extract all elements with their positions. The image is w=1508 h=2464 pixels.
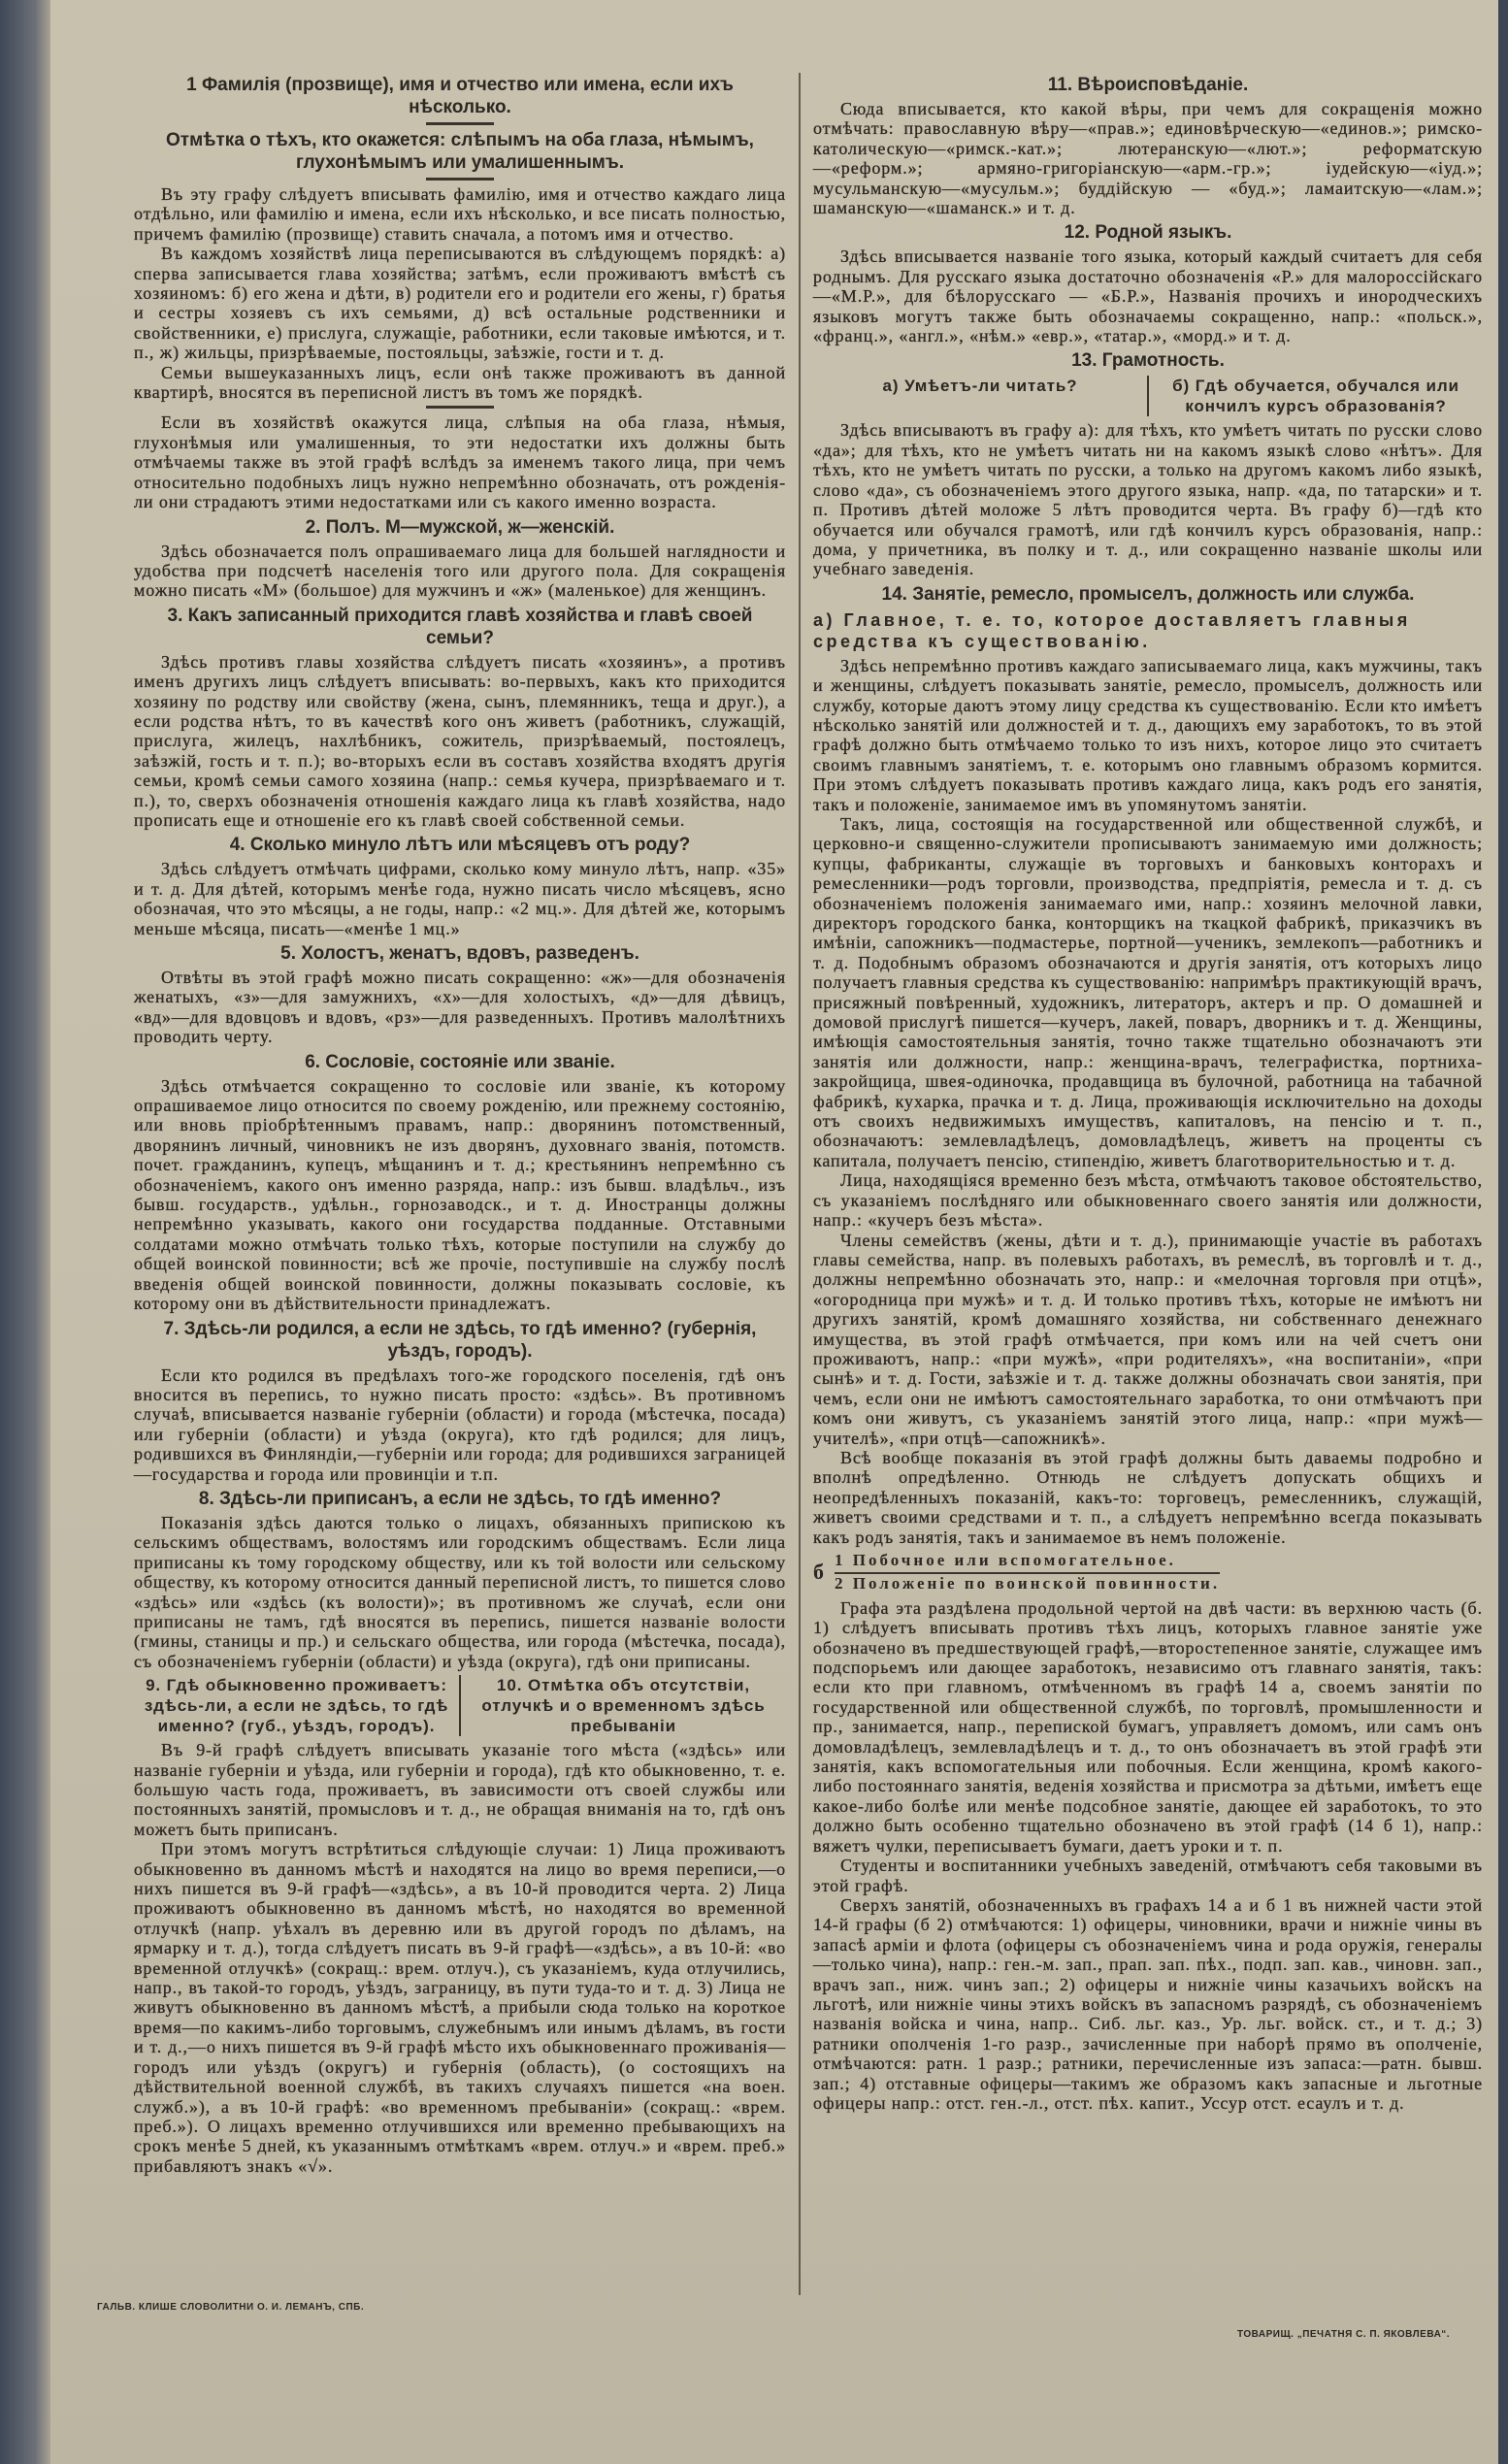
paragraph: Здѣсь обозначается полъ опрашиваемаго лица для большей наглядности и удобства при подсчетѣ населенія того или другого пола. Для сокращенія можно писать «М» (большое) для мужчинъ и «ж» (маленькое) для женщинъ. (134, 541, 786, 601)
paragraph: Въ эту графу слѣдуетъ вписывать фамилію, имя и отчество каждаго лица отдѣльно, или фамилію и имена, если ихъ нѣсколько, и все писать полностью, причемъ фамилію (прозвище) ставить сначала, а потомъ имя и отчество. (134, 184, 786, 244)
scan-left-edge (0, 0, 50, 2464)
section-heading: 11. Вѣроисповѣданіе. (1047, 75, 1249, 95)
paragraph: Здѣсь слѣдуетъ отмѣчать цифрами, сколько кому минуло лѣтъ, напр. «35» и т. д. Для дѣтей, которымъ менѣе года, нужно писать число мѣсяцевъ, ясно обозначая, что это мѣсяцы, а не годы, напр.: «2 мц.». Для дѣтей же, которымъ меньше мѣсяца, писать—«менѣе 1 мц.» (134, 859, 786, 938)
divider (426, 406, 494, 409)
section-heading: 13. Грамотность. (1071, 350, 1225, 372)
paragraph: Графа эта раздѣлена продольной чертой на двѣ части: въ верхнюю часть (б. 1) слѣдуетъ вписывать противъ тѣхъ лицъ, которыхъ главное занятіе уже обозначено въ предшествующей графѣ,—второстепенное занятіе, служащее имъ подспорьемъ или дающее заработокъ, независимо отъ главнаго занятія, такъ: если кто при главномъ, отмѣченномъ въ графѣ 14 а, своемъ занятіи по государственной или общественной службѣ, по торговлѣ, промышленности и пр., занимается, напр., перепиской бумагъ, управляетъ домомъ, или самъ онъ домовладѣлецъ, землевладѣлецъ и т. д., то онъ обозначаетъ въ этой графѣ эти занятія, какъ вспомогательныя или побочныя. Если женщина, кромѣ какого-либо постояннаго занятія, веденія хозяйства и присмотра за дѣтьми, имѣетъ еще какое-либо болѣе или менѣе подсобное занятіе, дающее ей заработокъ, то это должно быть особенно тщательно обозначено въ этой графѣ (14 б 1), напр.: вяжетъ чулки, переписываетъ бумаги, даетъ уроки и т. п. (813, 1597, 1483, 1856)
paragraph: Въ 9-й графѣ слѣдуетъ вписывать указаніе того мѣста («здѣсь» или названіе губерніи и уѣзда, или губерніи и города), гдѣ кто обыкновенно, т. е. большую часть года, проживаетъ, въ зависимости отъ своей службы или постоянныхъ занятій, промысловъ и т. д., не обращая вниманія на то, гдѣ онъ можетъ быть приписанъ. (134, 1740, 786, 1839)
printer-credit-left: ГАЛЬВ. КЛИШЕ СЛОВОЛИТНИ О. И. ЛЕМАНЪ, СПБ. (97, 2302, 365, 2313)
section-subheading: Отмѣтка о тѣхъ, кто окажется: слѣпымъ на оба глаза, нѣмымъ, глухонѣмымъ или умалишеннымъ. (166, 130, 754, 173)
paragraph: Семьи вышеуказанныхъ лицъ, если онѣ также проживаютъ въ данной квартирѣ, вносятся въ переписной листъ въ томъ же порядкѣ. (134, 362, 786, 403)
section-heading: 1 Фамилія (прозвище), имя и отчество или имена, если ихъ нѣсколько. (186, 75, 734, 117)
printer-credit-right: ТОВАРИЩ. „ПЕЧАТНЯ С. П. ЯКОВЛЕВА“. (1237, 2329, 1451, 2340)
section-heading: 7. Здѣсь-ли родился, а если не здѣсь, то гдѣ именно? (губернія, уѣздъ, городъ). (163, 1318, 757, 1362)
split-heading (134, 1675, 786, 1736)
section-11-religion (813, 74, 1483, 217)
divider (426, 122, 494, 125)
section-9-10-residence (134, 1675, 786, 2176)
paragraph: Здѣсь противъ главы хозяйства слѣдуетъ писать «хозяинъ», а противъ именъ другихъ лицъ слѣдуетъ вписывать: во-первыхъ, какъ кто приходится хозяину по родству или свойству (жена, сынъ, племянникъ, теща и друг.), а если родства нѣтъ, то въ качествѣ кого онъ живетъ (работникъ, служащій, прислуга, жилецъ, нахлѣбникъ, сожитель, призрѣваемый, постоялецъ, заѣзжій, гость и т. п.); во-вторыхъ если въ составъ хозяйства входятъ другія семьи, кромѣ семьи самого хозяина (напр.: семья кучера, призрѣваемаго и т. п.), то, сверхъ обозначенія отношенія каждаго лица къ главѣ хозяйства, надо прописать еще и отношеніе его къ главѣ своей собственной семьи. (134, 651, 786, 830)
column-a-heading: а) Умѣетъ-ли читать? (882, 377, 1078, 396)
section-heading: 14. Занятіе, ремесло, промыселъ, должность или служба. (881, 583, 1415, 605)
paragraph: Въ каждомъ хозяйствѣ лица переписываются въ слѣдующемъ порядкѣ: а) сперва записывается глава хозяйства; затѣмъ, если проживаютъ вмѣстѣ съ хозяиномъ: б) его жена и дѣти, в) родители его и родители его жены, г) братья и сестры хозяевъ съ ихъ семьями, д) всѣ остальные родственники и свойственники, е) прислуга, служащіе, работники, если таковые имѣются, и т. п., ж) жильцы, призрѣваемые, постояльцы, заѣзжіе, гости и т. д. (134, 244, 786, 363)
section-13-literacy (813, 349, 1483, 578)
section-heading: 6. Сословіе, состояніе или званіе. (305, 1051, 615, 1072)
section-heading: 3. Какъ записанный приходится главѣ хозяйства и главѣ своей семьи? (167, 605, 753, 648)
section-6-estate (134, 1051, 786, 1314)
paragraph: Сверхъ занятій, обозначенныхъ въ графахъ 14 а и б 1 въ нижней части этой 14-й графы (б 2) отмѣчаются: 1) офицеры, чиновники, врачи и нижніе чины въ запасѣ арміи и флота (офицеры съ обозначеніемъ чина и рода оружія, генералы—только чина), напр.: ген.-м. зап., прап. зап. пѣх., подп. зап. кав., чиновн. зап., врачъ зап., ниж. чинъ зап.; 2) офицеры и нижніе чины казачьихъ войскъ на льготѣ, или нижніе чины этихъ войскъ въ запасномъ разрядѣ, съ обозначеніемъ названія войска и чина, напр.. Сиб. льг. каз., Ур. льг. войск. ст., и т. д.; 3) ратники ополченія 1-го разр., зачисленные при наборѣ прямо въ ополченіе, отмѣчаются: ратн. 1 разр.; ратники, перечисленные изъ запаса:—ратн. бывш. зап.; 4) отставные офицеры—такимъ же образомъ какъ запасные и льготные офицеры напр.: отст. ген.-л., отст. пѣх. капит., Уссур отст. есаулъ и т. д. (813, 1894, 1483, 2113)
subsection-heading: а) Главное, т. е. то, которое доставляетъ главныя средства къ существованію. (813, 609, 1411, 651)
section-heading: 2. Полъ. М—мужской, ж—женскій. (305, 516, 615, 538)
column-b-heading: б) Гдѣ обучается, обучался или кончилъ курсъ образованія? (1147, 376, 1483, 416)
paragraph: Лица, находящіяся временно безъ мѣста, отмѣчаютъ таковое обстоятельство, съ указаніемъ послѣдняго или обыкновеннаго своего занятія или должности, напр.: «кучеръ безъ мѣста». (813, 1170, 1483, 1231)
paragraph: Отвѣты въ этой графѣ можно писать сокращенно: «ж»—для обозначенія женатыхъ, «з»—для замужнихъ, «х»—для холостыхъ, «д»—для дѣвицъ, «вд»—для вдовцовъ и вдовъ, «рз»—для разведенныхъ. Противъ малолѣтнихъ проводить черту. (134, 968, 786, 1047)
split-heading (813, 376, 1483, 416)
paragraph: Если кто родился въ предѣлахъ того-же городского поселенія, гдѣ онъ вносится въ перепись, то нужно писать просто: «здѣсь». Въ противномъ случаѣ, вписывается названіе губерніи (области) и города (мѣстечка, посада) или губерніи (области) и уѣзда (округа), кто гдѣ родился; для лицъ, родившихся въ Финляндіи,—губерніи или города; для родившихся заграницей—государства и города или провинціи и т.п. (134, 1364, 786, 1484)
section-heading: 12. Родной языкъ. (1064, 222, 1232, 244)
paragraph: Здѣсь отмѣчается сокращенно то сословіе или званіе, къ которому опрашиваемое лицо относится по своему рожденію, или прежнему состоянію, или вновь пріобрѣтеннымъ правамъ, напр.: дворянинъ потомственный, дворянинъ личный, чиновникъ не изъ дворянъ, духовнаго званія, потомств. почет. гражданинъ, купецъ, мѣщанинъ и т. д.; крестьянинъ непремѣнно съ обозначеніемъ, какого онъ именно разряда, напр.: изъ бывш. владѣльч., изъ бывш. государств., удѣльн., горнозаводск., и т. д. Иностранцы должны непремѣнно указывать, какого они государства подданные. Отставными солдатами можно отмѣчать только тѣхъ, которые поступили на службу до общей воинской повинности; всѣ же прочіе, поступившіе на службу послѣ введенія общей воинской повинности, должны показывать сословіе, къ которому они въ дѣйствительности принадлежатъ. (134, 1075, 786, 1314)
section-2-sex (134, 516, 786, 601)
section-1-name (134, 74, 786, 512)
paragraph: Всѣ вообще показанія въ этой графѣ должны быть даваемы подробно и вполнѣ опредѣленно. Отнюдь не слѣдуетъ допускать общихъ и неопредѣленныхъ показаній, какъ-то: торговецъ, ремесленникъ, служащій, живетъ своими средствами и т. п., а слѣдуетъ непремѣнно всегда показывать какъ родъ занятія, такъ и занимаемое въ немъ положеніе. (813, 1447, 1483, 1547)
section-heading: 4. Сколько минуло лѣтъ или мѣсяцевъ отъ роду? (229, 835, 691, 856)
right-column (813, 70, 1483, 2113)
subsection-letter: б (813, 1560, 827, 1585)
scan-right-edge (1498, 0, 1508, 2464)
paragraph: Здѣсь вписывается названіе того языка, который каждый считаетъ для себя роднымъ. Для русскаго языка достаточно обозначенія «Р.» для малороссійскаго—«М.Р.», для бѣлорусскаго — «Б.Р.», Названія прочихъ и инородческихъ языковъ могутъ также быть обозначаемы сокращенно, напр.: «польск.», «франц.», «англ.», «нѣм.» «евр.», «татар.», «морд.» и т. д. (813, 246, 1483, 346)
paragraph: Сюда вписывается, кто какой вѣры, при чемъ для сокращенія можно отмѣчать: православную вѣру—«прав.»; единовѣрческую—«единов.»; римско-католическую—«римск.-кат.»; лютеранскую—«лют.»; реформатскую—«реформ.»; армяно-григоріанскую—«арм.-гр.»; іудейскую—«іуд.»; мусульманскую—«мусульм.»; буддійскую — «буд.»; ламаитскую—«лам.»; шаманскую—«шаманск.» и т. д. (813, 99, 1483, 218)
section-7-birthplace (134, 1318, 786, 1484)
paragraph: Здѣсь вписываютъ въ графу а): для тѣхъ, кто умѣетъ читать по русски слово «да»; для тѣхъ, кто не умѣетъ читать ни на какомъ языкѣ слово «нѣтъ». Для тѣхъ, кто не умѣетъ читать по русски, а только на другомъ какомъ либо языкѣ, слово «да», съ обозначеніемъ этого другого языка, напр. «да, по татарски» и т. п. Противъ дѣтей моложе 5 лѣтъ проводится черта. Въ графу б)—гдѣ кто обучается или обучался грамотѣ, или гдѣ кончилъ курсъ образованія, напр.: дома, у причетника, въ полку и т. д., или сокращенно названіе школы или учебнаго заведенія. (813, 420, 1483, 579)
section-10-heading: 10. Отмѣтка объ отсутствіи, отлучкѣ и о временномъ здѣсь пребываніи (459, 1675, 786, 1736)
section-8-registration (134, 1488, 786, 1671)
section-4-age (134, 834, 786, 938)
paragraph: Показанія здѣсь даются только о лицахъ, обязанныхъ припискою къ сельскимъ обществамъ, волостямъ или городскимъ обществамъ. Если лица приписаны къ тому городскому обществу, или къ той волости или сельскому обществу, къ которому относится данный переписной листъ, то пишется слово «здѣсь» или «здѣсь (къ волости)»; въ противномъ же случаѣ, если они приписаны не тамъ, гдѣ вносятся въ перепись, пишется названіе волости (гмины, станицы и пр.) и сельскаго общества, или города (мѣстечка, посада), съ обозначеніемъ губерніи (области) и уѣзда (округа), гдѣ они приписаны. (134, 1512, 786, 1671)
paragraph: Студенты и воспитанники учебныхъ заведеній, отмѣчаютъ себя таковыми въ этой графѣ. (813, 1856, 1483, 1895)
section-heading: 5. Холостъ, женатъ, вдовъ, разведенъ. (280, 943, 639, 964)
divider (426, 178, 494, 181)
paragraph: Здѣсь непремѣнно противъ каждаго записываемаго лица, какъ мужчины, такъ и женщины, слѣдуетъ показывать занятіе, ремесло, промыселъ, должность или службу, которые даютъ этому лицу средства къ существованію. Если кто имѣетъ нѣсколько занятій или должностей и т. д., дающихъ ему заработокъ, то въ этой графѣ должно быть отмѣчаемо только то изъ нихъ, которое лицо это считаетъ своимъ главнымъ занятіемъ, т. е. которымъ оно главнымъ образомъ кормится. При этомъ слѣдуетъ показывать противъ каждаго лица, какъ родъ его занятія, такъ и положеніе, занимаемое имъ въ упомянутомъ занятіи. (813, 655, 1483, 814)
paragraph: Такъ, лица, состоящія на государственной или общественной службѣ, и церковно-и священно-служители прописываютъ занимаемую ими должность; купцы, фабриканты, служащіе въ торговыхъ и банковыхъ конторахъ и ремесленники—родъ торговли, производства, предпріятія, ремесла и т. д. съ обозначеніемъ положенія занимаемаго ими, напр.: хозяинъ мелочной лавки, директоръ городского банка, конторщикъ на ткацкой фабрикѣ, приказчикъ въ имѣніи, сапожникъ—подмастерье, портной—ученикъ, землекопъ—работникъ и т. д. Подобнымъ образомъ обозначаются и другія занятія, отъ которыхъ лицо получаетъ главныя средства къ существованію: напримѣръ практикующій врачъ, присяжный повѣренный, художникъ, литераторъ, актеръ и пр. О домашней и домовой прислугѣ пишется—кучеръ, лакей, поваръ, дворникъ и т. д. Женщины, имѣющія самостоятельныя занятія, точно также тщательно обозначаютъ эти занятія или должности, напр.: женщина-врачъ, телеграфистка, портниха-закройщица, швея-одиночка, продавщица въ булочной, работница на табачной фабрикѣ, кухарка, прачка и т. д. Лица, проживающія исключительно на доходы отъ своихъ недвижимыхъ имуществъ, капиталовъ, на пенсію и т. п., обозначаютъ: землевладѣлецъ, домовладѣлецъ, живетъ на проценты съ капитала, получаетъ пенсію, стипендію, живетъ благотворительностью и т. д. (813, 813, 1483, 1170)
column-divider (799, 73, 801, 2295)
subsection-b-heading (813, 1551, 1483, 1594)
section-heading: 8. Здѣсь-ли приписанъ, а если не здѣсь, то гдѣ именно? (198, 1488, 722, 1509)
section-5-marital (134, 942, 786, 1047)
subsection-b2: 2 Положеніе по воинской повинности. (835, 1574, 1221, 1593)
paragraph: При этомъ могутъ встрѣтиться слѣдующіе случаи: 1) Лица проживаютъ обыкновенно въ данномъ мѣстѣ и находятся на лицо во время переписи,—о нихъ пишется въ 9-й графѣ—«здѣсь», а въ 10-й проводится черта. 2) Лица проживаютъ обыкновенно въ данномъ мѣстѣ, но находятся во временной отлучкѣ (напр. уѣхалъ въ деревню или въ другой городъ по дѣламъ, на ярмарку и т. д.), тогда слѣдуетъ писать въ 9-й графѣ—«здѣсь», а въ 10-й: «во временной отлучкѣ» (сокращ.: врем. отлуч.), съ указаніемъ, куда отлучились, напр., въ такой-то городъ, уѣздъ, заграницу, въ пути туда-то и т. д. 3) Лица не живутъ обыкновенно въ данномъ мѣстѣ, а прибыли сюда только на короткое время—по какимъ-либо торговымъ, служебнымъ или инымъ дѣламъ, въ гости и т. д.,—о нихъ пишется въ 9-й графѣ мѣсто ихъ обыкновеннаго проживанія—городъ или уѣздъ (округъ) и губернія (область), (о состоящихъ на дѣйствительной военной службѣ, въ такихъ случаяхъ пишется «на воен. служб.»), а въ 10-й графѣ: «во временномъ пребываніи» (сокращ.: «врем. преб.»). О лицахъ временно отлучившихся или временно пребывающихъ на срокъ менѣе 5 дней, къ указаннымъ отмѣткамъ «врем. отлуч.» и «врем. преб.» прибавляютъ знакъ «√». (134, 1839, 786, 2176)
paragraph: Если въ хозяйствѣ окажутся лица, слѣпыя на оба глаза, нѣмыя, глухонѣмыя или умалишенныя, то эти недостатки ихъ должны быть отмѣчаемы также въ этой графѣ вслѣдъ за именемъ такого лица, при чемъ относительно подобныхъ лицъ нужно непремѣнно обозначать, отъ рожденія-ли они страдаютъ этими недостатками или съ какого именно возраста. (134, 412, 786, 512)
section-9-heading: 9. Гдѣ обыкновенно проживаетъ: здѣсь-ли, а если не здѣсь, то гдѣ именно? (губ., уѣздъ, городъ). (144, 1676, 449, 1736)
section-14-occupation (813, 583, 1483, 2114)
subsection-b1: 1 Побочное или вспомогательное. (835, 1551, 1220, 1574)
section-12-language (813, 221, 1483, 345)
section-3-relation (134, 605, 786, 831)
left-column (134, 70, 786, 2176)
paragraph: Члены семействъ (жены, дѣти и т. д.), принимающіе участіе въ работахъ главы семейства, напр. въ полевыхъ работахъ, въ ремеслѣ, въ торговлѣ и т. д., должны непремѣнно обозначать это, напр.: и «мелочная торговля при отцѣ», «огородница при мужѣ» и т. д. И только противъ тѣхъ, которые не имѣютъ ни другихъ занятій, кромѣ домашняго хозяйства, ни собственнаго денежнаго имущества, въ этой графѣ отмѣчается, при комъ или на чей счетъ они проживаютъ, напр.: «при мужѣ», «при родителяхъ», «на воспитаніи», «при сынѣ» и т. д. Гости, заѣзжіе и т. д. также должны обозначать свои занятія, при чемъ, если они не имѣютъ самостоятельнаго заработка, то они отмѣчаютъ при комъ они живутъ, съ указаніемъ занятій этого лица, напр.: «при мужѣ—учителѣ», «при отцѣ—сапожникѣ». (813, 1230, 1483, 1448)
